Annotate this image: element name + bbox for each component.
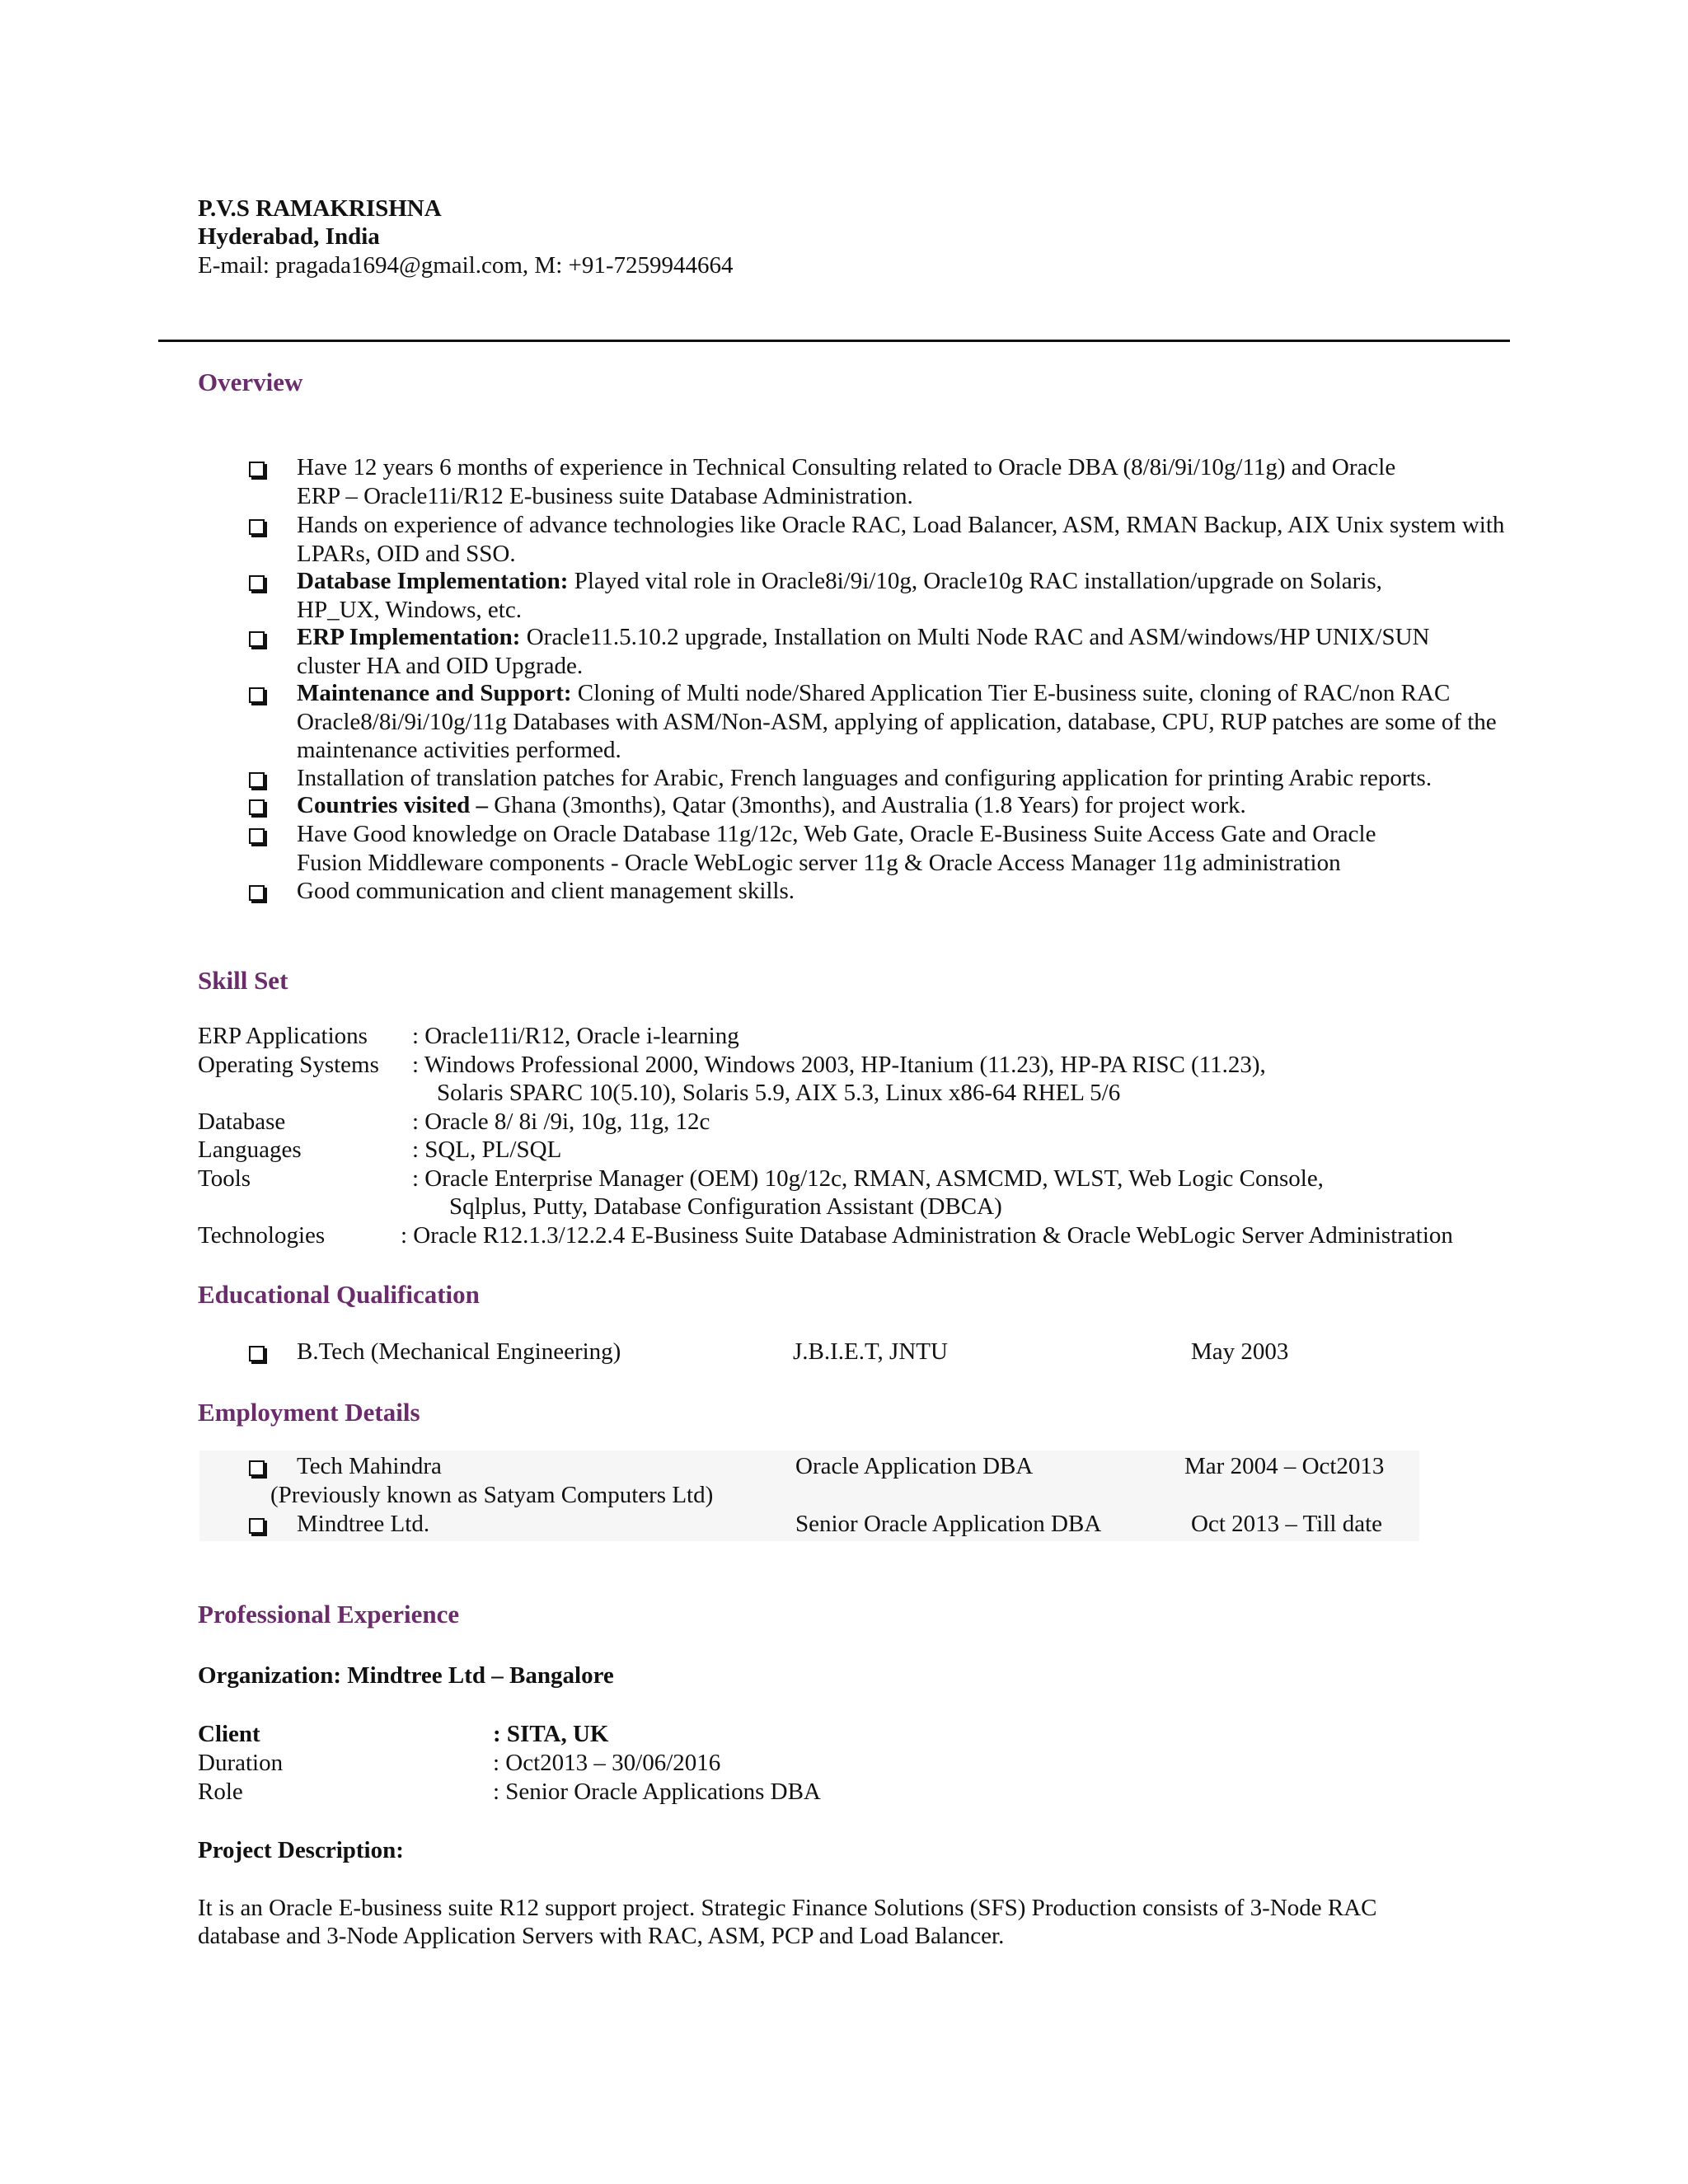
overview-bullet-text: Good communication and client management skills.	[297, 878, 795, 904]
overview-bullet-line	[297, 540, 1574, 569]
skill-value-erp: : Oracle11i/R12, Oracle i-learning	[412, 1023, 739, 1049]
client-value: : SITA, UK	[493, 1721, 609, 1747]
job2-dates: Oct 2013 – Till date	[1191, 1511, 1383, 1537]
overview-bullet	[297, 623, 1574, 680]
checkbox-bullet-icon	[249, 687, 265, 703]
candidate-name: P.V.S RAMAKRISHNA	[198, 195, 442, 222]
overview-bullet	[297, 791, 1574, 820]
candidate-contact: E-mail: pragada1694@gmail.com, M: +91-7259944664	[198, 252, 734, 279]
job1-note: (Previously known as Satyam Computers Ltd)	[270, 1482, 714, 1508]
skill-value-lang: : SQL, PL/SQL	[412, 1137, 562, 1163]
project-description-heading: Project Description:	[198, 1837, 404, 1863]
overview-bullet-line	[297, 791, 1574, 820]
role-value: : Senior Oracle Applications DBA	[493, 1779, 821, 1805]
skill-value-os: : Windows Professional 2000, Windows 2003, HP-Itanium (11.23), HP-PA RISC (11.23),	[412, 1052, 1266, 1078]
overview-bullet-line	[297, 679, 1574, 708]
overview-bullet-line	[297, 511, 1574, 540]
job2-company: Mindtree Ltd.	[297, 1511, 430, 1537]
skill-value-db: : Oracle 8/ 8i /9i, 10g, 11g, 12c	[412, 1108, 710, 1135]
overview-bullet-text: LPARs, OID and SSO.	[297, 540, 516, 567]
overview-bullet-line	[297, 623, 1574, 652]
checkbox-bullet-icon	[249, 1460, 265, 1476]
skill-label-os: Operating Systems	[198, 1052, 379, 1078]
skill-value-tech: : Oracle R12.1.3/12.2.4 E-Business Suite Database Administration & Oracle WebLogic Server Administration	[401, 1222, 1453, 1249]
overview-bullet-text: Cloning of Multi node/Shared Application Tier E-business suite, cloning of RAC/non RAC	[571, 680, 1451, 706]
overview-bullet-line	[297, 567, 1574, 596]
overview-bullet-line	[297, 764, 1574, 793]
overview-bullet-text: Oracle8/8i/9i/10g/11g Databases with ASM/Non-ASM, applying of application, database, CPU, RUP patches are some of the	[297, 708, 1497, 735]
role-label: Role	[198, 1779, 243, 1805]
overview-bullet-text: Have 12 years 6 months of experience in Technical Consulting related to Oracle DBA (8/8i/9i/10g/11g) and Oracle	[297, 454, 1396, 480]
overview-bullet	[297, 820, 1574, 877]
job1-dates: Mar 2004 – Oct2013	[1184, 1453, 1385, 1479]
overview-bullet-line	[297, 652, 1574, 681]
overview-bullet-line	[297, 736, 1574, 765]
overview-bullet-text: Have Good knowledge on Oracle Database 11g/12c, Web Gate, Oracle E-Business Suite Access Gate and Oracle	[297, 821, 1376, 847]
client-label: Client	[198, 1721, 260, 1747]
overview-bullet-line	[297, 877, 1574, 906]
skill-value-tools: : Oracle Enterprise Manager (OEM) 10g/12c, RMAN, ASMCMD, WLST, Web Logic Console,	[412, 1165, 1324, 1192]
overview-bullet-text: Fusion Middleware components - Oracle WebLogic server 11g & Oracle Access Manager 11g administration	[297, 849, 1341, 876]
duration-value: : Oct2013 – 30/06/2016	[493, 1750, 721, 1776]
overview-bullet-text: cluster HA and OID Upgrade.	[297, 652, 584, 679]
checkbox-bullet-icon	[249, 772, 265, 788]
skill-label-tech: Technologies	[198, 1222, 326, 1249]
project-description-line: database and 3-Node Application Servers with RAC, ASM, PCP and Load Balancer.	[198, 1923, 1005, 1949]
overview-bullet-text: HP_UX, Windows, etc.	[297, 596, 522, 623]
job1-company: Tech Mahindra	[297, 1453, 442, 1479]
checkbox-bullet-icon	[249, 462, 265, 477]
overview-bullet-text: Oracle11.5.10.2 upgrade, Installation on Multi Node RAC and ASM/windows/HP UNIX/SUN	[520, 624, 1430, 650]
overview-bullet	[297, 764, 1574, 793]
overview-bullet-text: Hands on experience of advance technologies like Oracle RAC, Load Balancer, ASM, RMAN Backup, AIX Unix system with	[297, 512, 1505, 538]
candidate-location: Hyderabad, India	[198, 223, 380, 250]
overview-heading: Overview	[198, 368, 303, 396]
overview-bullet	[297, 511, 1574, 568]
skill-label-tools: Tools	[198, 1165, 251, 1192]
project-description-line: It is an Oracle E-business suite R12 support project. Strategic Finance Solutions (SFS) Production consists of 3-Node RAC	[198, 1895, 1377, 1921]
overview-bullet	[297, 567, 1574, 624]
skill-label-db: Database	[198, 1108, 286, 1135]
checkbox-bullet-icon	[249, 1518, 265, 1534]
overview-bullet-line	[297, 482, 1574, 511]
experience-heading: Professional Experience	[198, 1600, 460, 1629]
checkbox-bullet-icon	[249, 575, 265, 591]
overview-bullet-line	[297, 596, 1574, 625]
checkbox-bullet-icon	[249, 799, 265, 815]
overview-bullet-line	[297, 849, 1574, 878]
education-heading: Educational Qualification	[198, 1280, 480, 1309]
overview-bullet-line	[297, 820, 1574, 849]
overview-bullet-strong: ERP Implementation:	[297, 624, 521, 650]
overview-bullet-text: ERP – Oracle11i/R12 E-business suite Database Administration.	[297, 482, 913, 509]
overview-bullet-strong: Countries visited –	[297, 792, 488, 818]
header-divider	[158, 340, 1510, 342]
education-institute: J.B.I.E.T, JNTU	[793, 1338, 948, 1365]
overview-bullet-strong: Maintenance and Support:	[297, 680, 572, 706]
experience-organization: Organization: Mindtree Ltd – Bangalore	[198, 1662, 614, 1689]
job1-role: Oracle Application DBA	[795, 1453, 1034, 1479]
education-degree: B.Tech (Mechanical Engineering)	[297, 1338, 621, 1365]
employment-heading: Employment Details	[198, 1398, 420, 1427]
duration-label: Duration	[198, 1750, 284, 1776]
overview-bullet-text: Installation of translation patches for Arabic, French languages and configuring application for printing Arabic reports.	[297, 765, 1432, 791]
skill-value-os-cont: Solaris SPARC 10(5.10), Solaris 5.9, AIX 5.3, Linux x86-64 RHEL 5/6	[437, 1080, 1121, 1106]
checkbox-bullet-icon	[249, 631, 265, 647]
checkbox-bullet-icon	[249, 519, 265, 535]
overview-bullet-line	[297, 708, 1574, 737]
skills-heading: Skill Set	[198, 966, 288, 995]
overview-bullet	[297, 453, 1574, 510]
overview-bullet-strong: Database Implementation:	[297, 568, 569, 594]
job2-role: Senior Oracle Application DBA	[795, 1511, 1102, 1537]
skill-label-lang: Languages	[198, 1137, 302, 1163]
education-date: May 2003	[1191, 1338, 1289, 1365]
overview-bullet	[297, 679, 1574, 765]
overview-bullet-text: maintenance activities performed.	[297, 737, 621, 763]
overview-bullet-text: Ghana (3months), Qatar (3months), and Australia (1.8 Years) for project work.	[488, 792, 1246, 818]
skill-value-tools-cont: Sqlplus, Putty, Database Configuration Assistant (DBCA)	[449, 1193, 1002, 1220]
overview-bullet-text: Played vital role in Oracle8i/9i/10g, Oracle10g RAC installation/upgrade on Solaris,	[568, 568, 1382, 594]
checkbox-bullet-icon	[249, 1346, 265, 1361]
overview-bullet-line	[297, 453, 1574, 482]
checkbox-bullet-icon	[249, 828, 265, 844]
checkbox-bullet-icon	[249, 885, 265, 901]
overview-bullet	[297, 877, 1574, 906]
skill-label-erp: ERP Applications	[198, 1023, 368, 1049]
